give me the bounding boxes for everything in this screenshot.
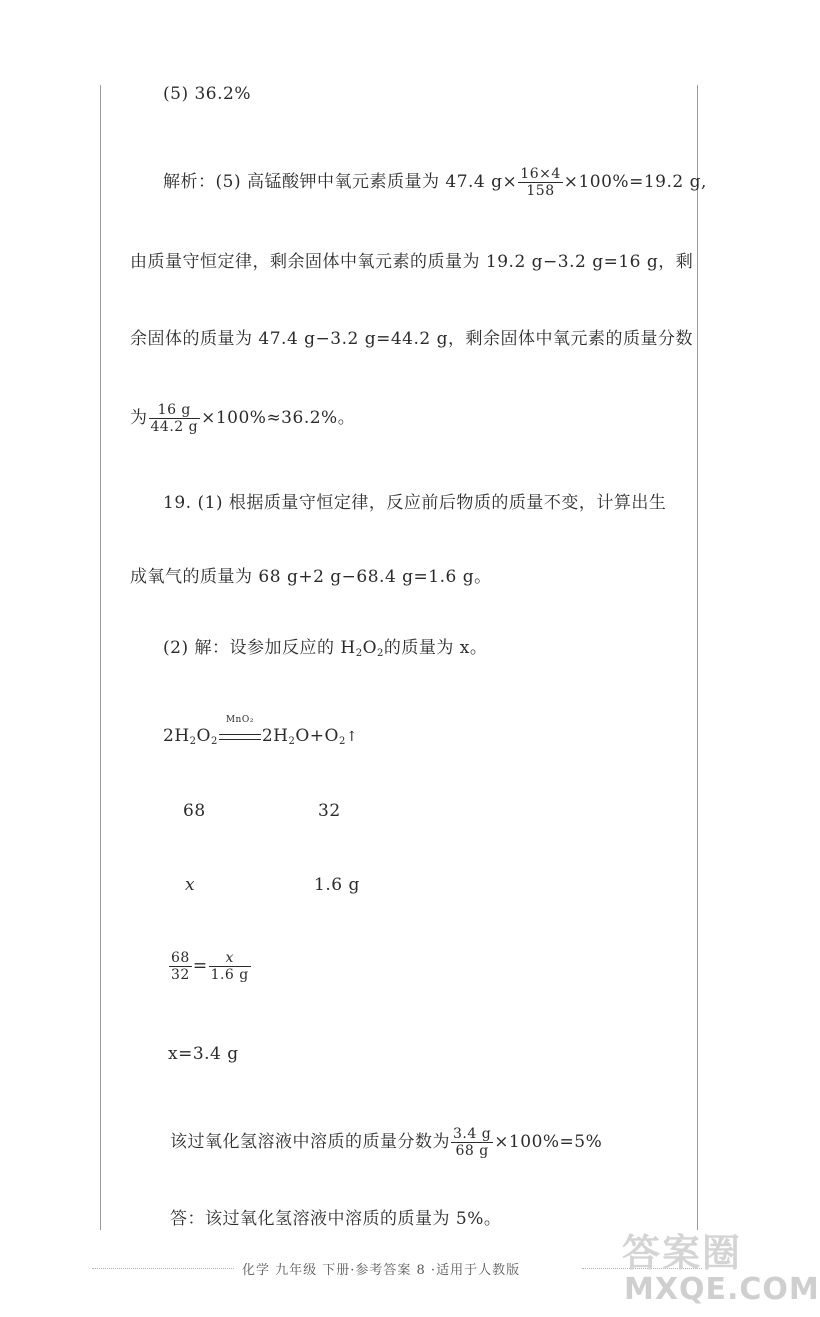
- subscript: 2: [355, 648, 363, 659]
- right-margin-line: [697, 85, 698, 1230]
- subscript: 2: [377, 648, 384, 659]
- oxygen-fraction: [518, 166, 562, 199]
- watermark-logo: [622, 1222, 820, 1312]
- unknown-x: x: [185, 875, 196, 895]
- concentration-line: [170, 1126, 602, 1159]
- product-water: 2H: [261, 726, 289, 746]
- ratio-equals: =: [192, 956, 208, 977]
- product-oxygen: O+O: [295, 726, 339, 746]
- mass-fraction: [149, 402, 201, 435]
- line5-prefix: 为: [130, 408, 148, 429]
- mass-o2: 32: [318, 801, 341, 821]
- catalyst-label: MnO₂: [225, 715, 254, 725]
- analysis-line-5: [130, 402, 355, 435]
- item5-answer: (5) 36.2%: [163, 84, 251, 104]
- ratio-equation: [168, 950, 252, 983]
- watermark-cn: 答案圈: [622, 1231, 743, 1275]
- part2-mid: O: [362, 638, 378, 658]
- mass-fraction-numerator: 16 g: [149, 402, 201, 419]
- analysis-prefix: 解析：(5) 高锰酸钾中氧元素质量为 47.4 g×: [163, 172, 518, 193]
- ratio-right-num: x: [209, 950, 251, 967]
- page-footer: 化学 九年级 下册·参考答案 8 ·适用于人教版: [242, 1263, 521, 1278]
- subscript: 2: [339, 736, 346, 747]
- chemical-equation: [163, 715, 359, 747]
- ratio-left: [169, 950, 192, 983]
- conc-prefix: 该过氧化氢溶液中溶质的质量分数为: [170, 1132, 450, 1153]
- analysis-suffix: ×100%=19.2 g,: [563, 172, 707, 193]
- q19-part2-setup: [163, 640, 487, 659]
- conc-fraction: [451, 1126, 493, 1159]
- watermark-en: MXQE.COM: [624, 1272, 820, 1307]
- catalyst-condition: [219, 715, 261, 745]
- q19-line-1: 19. (1) 根据质量守恒定律，反应前后物质的质量不变，计算出生: [163, 493, 667, 513]
- conc-suffix: ×100%=5%: [494, 1132, 603, 1153]
- final-answer: 答：该过氧化氢溶液中溶质的质量为 5%。: [170, 1209, 502, 1229]
- oxygen-fraction-denominator: 158: [526, 183, 555, 200]
- subscript: 2: [189, 736, 197, 747]
- ratio-right: [209, 950, 251, 983]
- mass-h2o2: 68: [183, 801, 206, 821]
- conc-fraction-num: 3.4 g: [453, 1126, 492, 1142]
- reaction-equals-sign: [219, 734, 261, 740]
- oxygen-fraction-numerator: 16×4: [520, 166, 561, 182]
- analysis-line-3: 由质量守恒定律，剩余固体中氧元素的质量为 19.2 g−3.2 g=16 g，剩: [130, 252, 694, 272]
- subscript: 2: [210, 736, 218, 747]
- part2-suffix: 的质量为 x。: [383, 638, 488, 658]
- conc-fraction-den: 68 g: [455, 1143, 489, 1160]
- left-margin-line: [100, 85, 101, 1230]
- mass-fraction-denominator: 44.2 g: [150, 419, 199, 436]
- x-result: x=3.4 g: [168, 1044, 239, 1064]
- line5-suffix: ×100%≈36.2%。: [201, 408, 356, 429]
- o2-amount: 1.6 g: [314, 875, 360, 895]
- analysis-line-1: [163, 166, 707, 199]
- analysis-line-4: 余固体的质量为 47.4 g−3.2 g=44.2 g，剩余固体中氧元素的质量分数: [130, 329, 693, 349]
- subscript: 2: [288, 736, 296, 747]
- gas-arrow-icon: ↑: [345, 729, 359, 745]
- ratio-right-den: 1.6 g: [210, 967, 249, 984]
- ratio-left-num: 68: [171, 950, 190, 966]
- reactant: 2H: [163, 726, 190, 746]
- part2-prefix: (2) 解：设参加反应的 H: [163, 638, 356, 658]
- ratio-left-den: 32: [171, 967, 190, 984]
- footer-left-divider: [92, 1268, 234, 1269]
- reactant-o: O: [196, 726, 211, 746]
- q19-line-2: 成氧气的质量为 68 g+2 g−68.4 g=1.6 g。: [130, 567, 492, 587]
